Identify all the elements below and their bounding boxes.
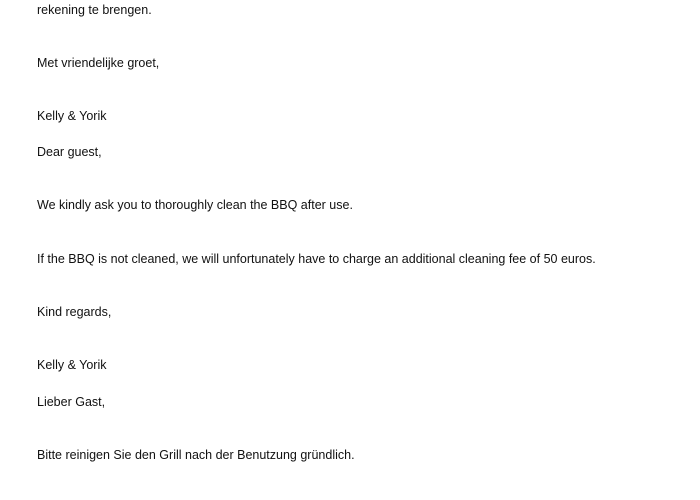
english-closing: Kind regards, bbox=[37, 305, 112, 319]
english-fee-notice: If the BBQ is not cleaned, we will unfortunately have to charge an additional cleaning fee of 50 euros. bbox=[37, 252, 596, 266]
english-request: We kindly ask you to thoroughly clean the BBQ after use. bbox=[37, 198, 353, 212]
german-request: Bitte reinigen Sie den Grill nach der Benutzung gründlich. bbox=[37, 448, 355, 462]
german-greeting: Lieber Gast, bbox=[37, 395, 106, 409]
dutch-text-end: rekening te brengen. bbox=[37, 3, 152, 17]
dutch-closing: Met vriendelijke groet, bbox=[37, 56, 160, 70]
dutch-signature: Kelly & Yorik bbox=[37, 109, 107, 123]
english-signature: Kelly & Yorik bbox=[37, 358, 107, 372]
english-greeting: Dear guest, bbox=[37, 145, 102, 159]
